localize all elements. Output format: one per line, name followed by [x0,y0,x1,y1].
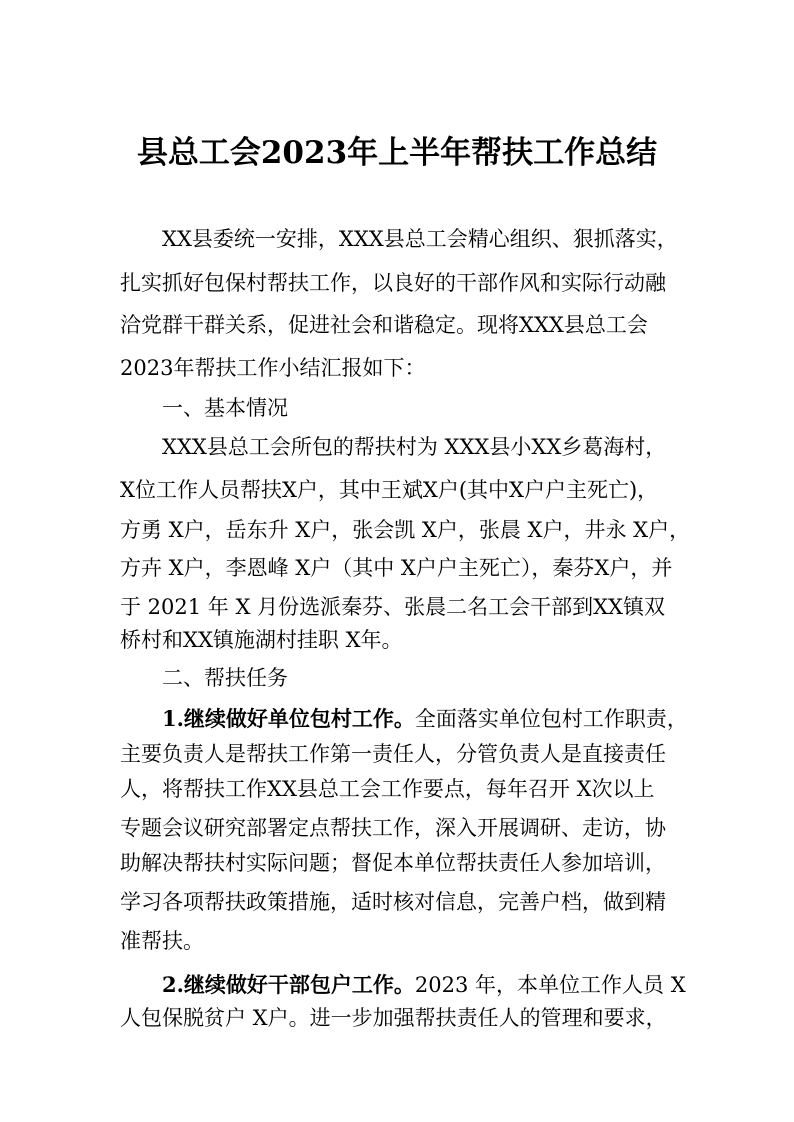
item-1-lead: 1.继续做好单位包村工作。 [162,706,415,731]
intro-line-2: 扎实抓好包保村帮扶工作，以良好的干部作风和实际行动融 [120,271,666,295]
intro-line-4: 2023年帮扶工作小结汇报如下： [120,356,426,380]
item-1-line-3: 人，将帮扶工作XX县总工会工作要点，每年召开 X次以上 [120,777,655,801]
item-1-first-line [162,704,688,734]
section-2-heading: 二、帮扶任务 [162,666,288,690]
section-1-line-6: 桥村和XX镇施湖村挂职 X年。 [120,628,403,652]
section-1-line-4: 方卉 X户，李恩峰 X户（其中 X户户主死亡），秦芬X户，并 [120,556,673,580]
item-2-lead: 2.继续做好干部包户工作。 [162,972,415,997]
item-1-first-rest: 全面落实单位包村工作职责， [414,707,688,731]
section-1-line-2: X位工作人员帮扶X户，其中王斌X户(其中X户户主死亡)， [120,478,659,502]
section-1-line-1: XXX县总工会所包的帮扶村为 XXX县小XX乡葛海村， [162,435,667,459]
section-1-line-3: 方勇 X户，岳东升 X户，张会凯 X户，张晨 X户，井永 X户， [120,518,691,542]
section-1-heading: 一、基本情况 [162,396,288,420]
item-2-first-rest: 2023 年，本单位工作人员 X [414,973,686,997]
document-title: 县总工会2023年上半年帮扶工作总结 [136,135,658,171]
item-1-line-4: 专题会议研究部署定点帮扶工作，深入开展调研、走访，协 [120,816,666,840]
intro-line-1: XX县委统一安排，XXX县总工会精心组织、狠抓落实， [162,227,678,251]
item-1-line-6: 学习各项帮扶政策措施，适时核对信息，完善户档，做到精 [120,890,666,914]
item-1-line-7: 准帮扶。 [120,929,204,953]
intro-line-3: 洽党群干群关系，促进社会和谐稳定。现将XXX县总工会 [120,313,648,337]
item-1-line-2: 主要负责人是帮扶工作第一责任人，分管负责人是直接责任 [120,742,666,766]
section-1-line-5: 于 2021 年 X 月份选派秦芬、张晨二名工会干部到XX镇双 [120,595,665,619]
item-1-line-5: 助解决帮扶村实际问题；督促本单位帮扶责任人参加培训， [120,851,666,875]
item-2-line-2: 人包保脱贫户 X户。进一步加强帮扶责任人的管理和要求， [120,1006,667,1030]
item-2-first-line [162,970,686,1000]
